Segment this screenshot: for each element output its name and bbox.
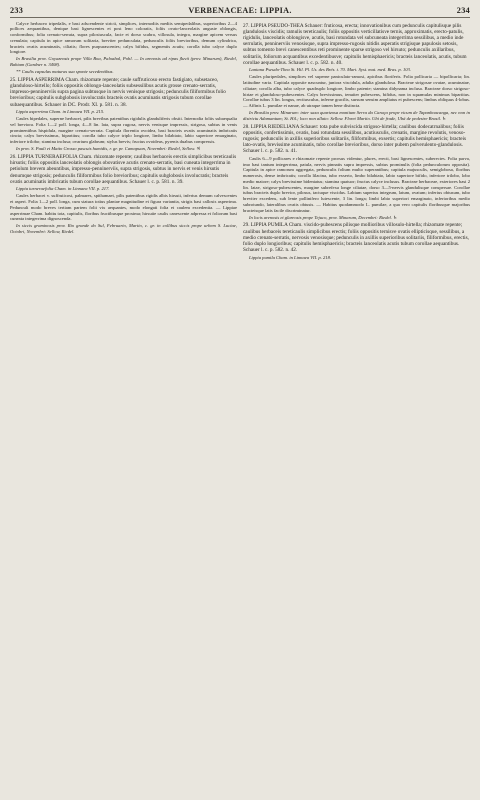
column-left: [10, 21, 237, 262]
body-paragraph: Calyce herbaceo tripedalis, e basi adscendente stricti, simplices, internodiis mediis semipedalibus, superioribus 2—4 pollices aequantibus, denique basi lignescentes et post leno coloratis, foliis ovato-lanceolatis anguste oblongis, conformibus; folia crenato-serrata, supra pilosiuscula, facie et dorso scabra, villosula, integra, margine apicem versus crenulata; capitula in apice ramorum solitaria, breviter pedunculata, pedunculis foliis brevioribus, demum cylindrica, bracteis ovatis acuminatis, ciliatis; flores purpurascentes; calyx bifidus, segmentis acutis; corolla tubo calyce duplo longiore.: [10, 20, 237, 55]
species-heading: 27. LIPPIA PSEUDO-THEA Schauer: fruticosa, erecta; innovationibus cum pedunculis capitulisque pilis glandulosis viscidis; ramulis tereticaulis; foliis oppositis verticillatisve ternis, approximatis, erecto-patulis, rigidulis, lanceolatis oblongisve, acutis, basi rotundata vel subcuneata integerrima sessilibus, a medio inde serrulatis, penninerviis venosisque, supra impresso-rugosis nitidis asperatis strigisque papulosis setosis, subtus tomento brevi canescentibus reti prominente sparse strigoso vel hirsuto; pedunculis axillaribus, solitariis, foliorum acquantibus excedentibusve; capitulis hemisphaericis; bracteis lanceolatis, acutis, tubum corollae aequantibus. Schauer l. c. p. 582. n. 40.: [243, 22, 467, 66]
body-paragraph: ** Caulis capsulas maturas sua sponte secedentibus.: [16, 69, 114, 75]
locality-note: In siccis graminosis prov. Rio grande do Sul, Februario, Martio, c. gr. in collibus siccis prope urbem S. Luciae, Octobri, Novembri: Sellow, Riedel.: [10, 223, 237, 235]
locality-note: In locis arenosis et glareosis prope Tejuco, prov. Minarum, Decembri: Riedel. ♄: [249, 214, 398, 220]
column-right: [243, 21, 470, 262]
locality-note: In Brasilia prov. Goyazensis prope Villa Boa, Paloabal, Pohl. — In arenosis ad ripas fluvii (prov. Minarum), Riedel, Bahiam (Gardner n. 3408).: [10, 56, 237, 68]
text-columns: [10, 21, 470, 262]
body-paragraph: Caules bipedales, superne herbacei, pilis brevibus patentibus rigidulis glanduliferis obsiti. Internodia foliis subaequalia vel breviora. Folia 1—2 poll. longa, 4—8 lin. lata, supra rugosa, nervis venisque impressis, strigosa, subtus in venis prominentibus hispidula, margine crenato-serrata. Capitula florentia ovoidea, basi bracteis ovatis acuminatis imbricatis cincta; calyx brevissimus, bipartitus; corolla tubo calyce triplo longiore, limbo bilabiato, labio superiore emarginato, inferiore trilobo; stamina inclusa; ovarium glabrum; stylus brevis; fructus ovoideus, pyrenis duabus compressis.: [10, 116, 237, 145]
page-header: [10, 6, 470, 18]
page-number-right: 234: [456, 6, 470, 15]
synonym-citation: Lippia pumila Cham. in Linnaea VII. p. 218.: [249, 254, 332, 260]
species-heading: 29. LIPPIA PUMILA Cham. viscido-pubescens pilisque mollioribus villosulo-hirtella; rhizomate repente; caulibus herbaceis tereticaulis simplicibus erectis; foliis oppositis ternisve ovatis ellipticisque, sessilibus, a medio crenato-serratis, nervosis venosisque; pedunculis in axillis superioribus solitariis, filiformibus, erectis, folio duplo longioribus; capitulis hemisphaericis; bracteis lanceolatis acutis tubum corollae aequantibus. Schauer l. c. p. 582. n. 42.: [243, 222, 469, 254]
synonym-citation: Lippia turneraefolia Cham. in Linnaea VII. p. 217.: [16, 186, 110, 192]
running-title: VERBENACEAE: LIPPIA.: [188, 6, 292, 15]
body-paragraph: Caules herbacei v. suffruticosi, palmares, spithamaei, pilis patentibus rigidis albis hirsuti, inferius demum calvescentes et asperi. Folia 1—2 poll. longa, cum statura totius plantae magnitudine et figura variantia, strigis basi callosis asperrima. Pedunculi modo breves tertiam partem folii vix aequantes, modo elongati folia et caulem excedentia. — Lippiae asperrimae Cham. habitu tota, capitulis, floribus fructibusque proxima; hirsutie caulis canescente adpressa et foliorum basi cuneata integerrima dignoscenda.: [10, 193, 237, 222]
synonym-citation: Lantana Pseudo-Thea St. Hil. Pl. Us. des Brés. t. 70. Mart. Syst. mat. med. Bras. p. 103.: [249, 67, 412, 73]
species-heading: 28. LIPPIA RIEDELIANA Schauer: tota pube subviscida strigoso-hirtella; caulibus dodecatrnalibus; foliis oppositis, confertissimis, ovatis, basi rotundata sessilibus, acutiusculis, crenatis, margine revolutis, venoso-rugosis; pedunculis in axillis superioribus solitariis, filiformibus, exsertis; capitulis hemisphaericis; bracteis lato-ovatis, brevissime acuminatis, tubo corollae brevioribus, dorso inter pubem pulverulento-glandulosis. Schauer l. c. p. 582. n. 41.: [243, 123, 467, 155]
locality-note: In prov. S. Pauli et Matto Grosso pascuis humidis, r. gr. pr. Camapuan, Novembri: Riedel, Sellow. ♃: [16, 146, 201, 152]
species-heading: 26. LIPPIA TURNERAEFOLIA Cham. rhizomate repente; caulibus herbaceis erectis simplicibus tereticaulis hirsutis; foliis oppositis lanceolatis oblongis obovatisve acutis crenato-serratis, basi cuneata integerrima in petiolum brevem abeuntibus, impresso-penninerviis, supra strigosis, subtus in nervis et venis hirsutis denumque strigosis; pedunculis filiformibus folio brevioribus; capitulis subglobosis involucratis; bracteis ovatis acuminatis imbricatis tubum corollae aequantibus. Schauer l. c. p. 581. n. 39.: [10, 154, 237, 185]
locality-note: In Brasilia prov. Minarum: inter saxa quartzosa montium Serra da Caraça prope vicum de Tapanhoacanga, nec non in districtu Adamantum; St. Hil.; loco non allato: Sellow. Floret Martio. Ubi de frade, Ubá de pedestre Brasil. ♄: [243, 110, 470, 121]
page-number-left: 233: [10, 6, 24, 15]
species-heading: 25. LIPPIA ASPERRIMA Cham. rhizomate repente; caule suffruticoso erecto fastigiato, subsetaceo, glanduloso-hirtello; foliis oppositis oblongo-lanceolatis subsessilibus acutis grosse crenato-serratis, impresso-penninerviis supra pagina subtusque in nervis venisque strigosis; pedunculis filiformibus folio brevioribus; capitulis subglobosis involucratis bracteis ovatis acuminatis strigosis tubum corollae subaequantibus. Schauer in DC. Prodr. XI. p. 581. n. 38.: [10, 76, 226, 108]
body-paragraph: Caules pluripedales, simplices vel superne paniculato-ramosi, apicibus floriferis. Folia pollicaria — bipollicaria; lin. latitudine varia. Capitula opposite nascuntur, juniora viscidula, adulta glandulosa. Bracteae strigosae ovatae, acuminatae, ciliatae; corolla alba, tubo calyce quadruplo longiore, limbo patente; stamina didynama inclusa. Bracteae dorso strigoso-hirtae et glanduloso-pubescentes. Calyx brevissimus, tenuiter pubescens, bifidus, non in squamulas minimas bipartitus. Corollae tubus 3 lin. longus, rectiusculus, inferne gracilis, sursum sensim ampliatus et pubescens; limbus obliquus 4-lobus. — Affinis L. pumilae et nanae, ab utraque tamen bene distincta.: [243, 74, 470, 109]
synonym-citation: Lippia asperrima Cham. in Linnaea VII. p. 215.: [16, 109, 105, 115]
body-paragraph: Caulis 6—9 pollicares e rhizomate repente prorsus videntur, plures, erecti, basi lignescentes, suberectes. Folia parva, imo basi tantum integerrima, patula, nervis pinnatis supra impressis, subtus prominulis (folia pedunculorum opposita). Capitula in apice ramorum aggregata, pedunculis folium multo superantibus; capitula majusculis, semiglobosa, floribus numerosis, dense imbricatis; corolla lilacina, tubo exserto, limbo bilabiato, labio superiore bifido, inferiore trilobo, lobo medio maiore; calyx brevissime bidentatus; stamina quatuor; fructus calyce inclusus. Bracteae herbaceae, exteriores basi 2 lin. latae, strigoso-pubescentes, margine subrefexa longe ciliatae, dorso 3—5-nervis glandulisque conspersae. Corollae tubus bracteis duplo brevior, pilosus, tactuque viscidus. Labium superius integrum, latum, ovatum; inferius obtusum, tubo breviter excedens, sub lente pollinifero lutescente, 3 lin. longa; limbi labio superiori emarginato, inferioribus medio subrotundo, lateralibus ovatis obtusis. — Habitus quodammodo L. pumilae, a qua vero capitulis floribusque majoribus bracteisque latis facile discriminatur.: [243, 155, 470, 213]
